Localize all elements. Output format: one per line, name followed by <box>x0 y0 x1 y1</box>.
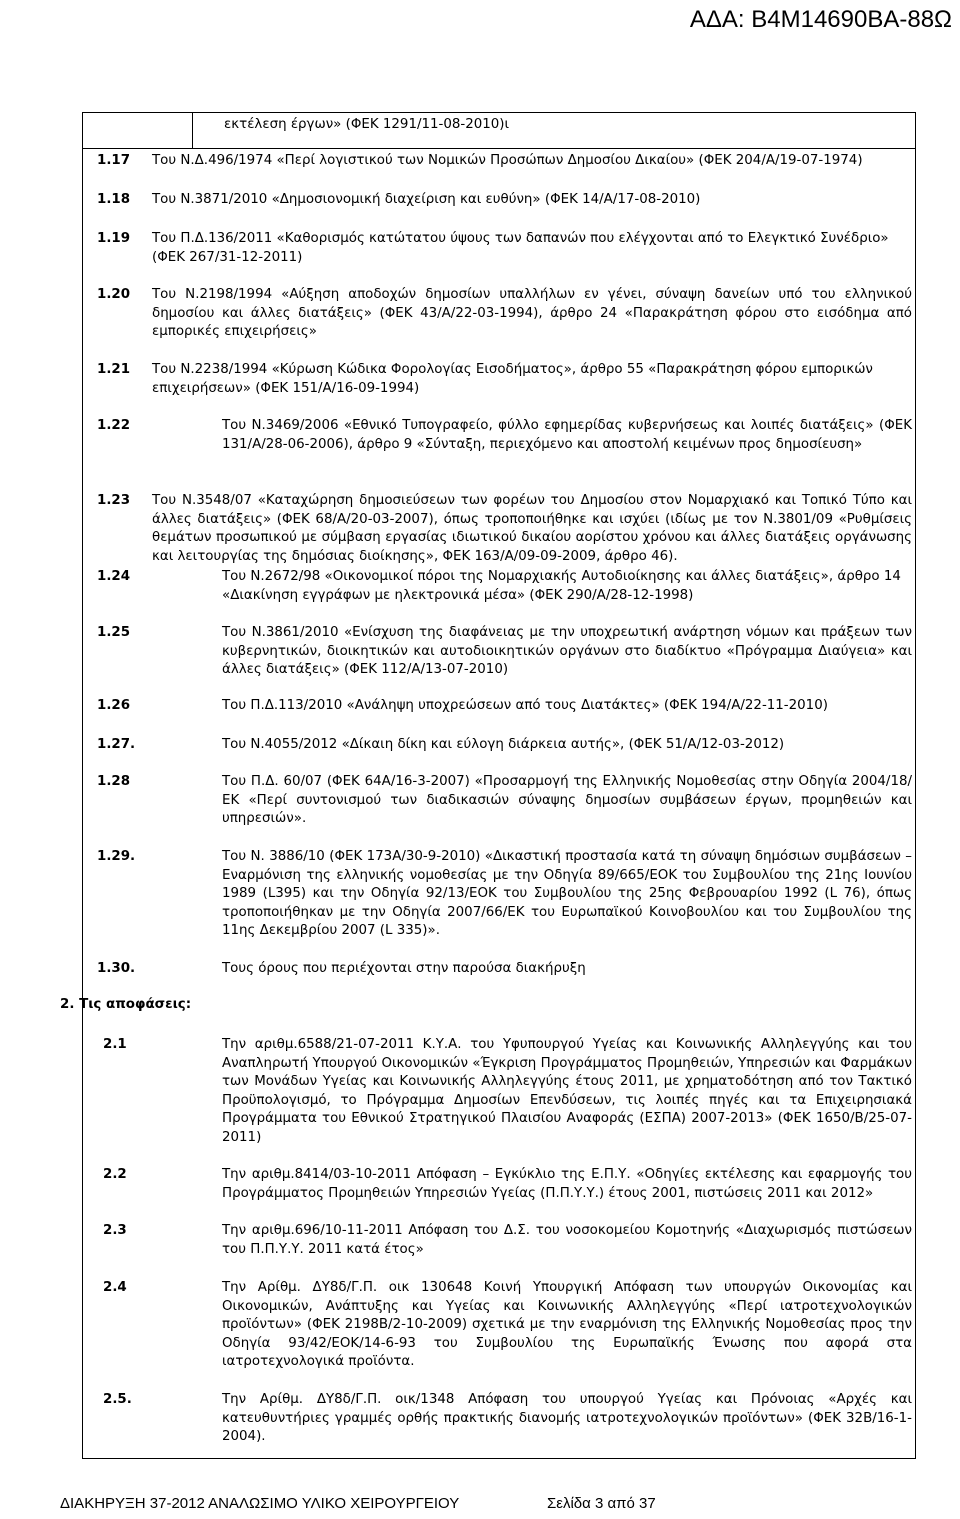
decision-reference-number: 2.3 <box>103 1223 127 1238</box>
decision-reference-text: Την Αρίθμ. ΔΥ8δ/Γ.Π. οικ 130648 Κοινή Υπουργική Απόφαση των υπουργών Οικονομίας και Οικονομικών, Ανάπτυξης και Υγείας και Κοινωνικής Αλληλεγγύης «Περί ιατροτεχνολογικών προϊόντων» (ΦΕΚ 2198Β/2-10-2009) σχετικά με την εναρμόνιση της Ελληνικής Νομοθεσίας προς την Οδηγία 93/42/ΕΟΚ/14-6-93 του Συμβουλίου της Ευρωπαϊκής Ένωσης που αφορά στα ιατροτεχνολογικά προϊόντα. <box>222 1280 912 1369</box>
law-reference-number: 1.30. <box>97 961 136 976</box>
law-reference-number: 1.19 <box>97 231 131 246</box>
law-reference-number: 1.29. <box>97 849 136 864</box>
law-reference-number: 1.25 <box>97 625 131 640</box>
law-reference-text: Του Ν.3548/07 «Καταχώρηση δημοσιεύσεων των φορέων του Δημοσίου στον Νομαρχιακό και Τοπικό Τύπο και άλλες διατάξεις» (ΦΕΚ 68/Α/20-03-2007), όπως τροποποιήθηκε και ισχύει (ιδίως με τον Ν.3801/09 «Ρυθμίσεις θεμάτων προσωπικού με σύμβαση εργασίας ιδιωτικού δικαίου αορίστου χρόνου και άλλες διατάξεις οργάνωσης και λειτουργίας της δημόσιας διοίκησης», ΦΕΚ 163/Α/09-09-2009, άρθρο 46). <box>152 493 912 564</box>
law-reference-text: Του Ν.Δ.496/1974 «Περί λογιστικού των Νομικών Προσώπων Δημοσίου Δικαίου» (ΦΕΚ 204/Α/19-07-1974) <box>152 153 863 168</box>
law-reference-number: 1.22 <box>97 418 131 433</box>
section-2-heading: 2. Τις αποφάσεις: <box>60 997 192 1012</box>
law-reference-number: 1.18 <box>97 192 131 207</box>
footer-title: ΔΙΑΚΗΡΥΞΗ 37-2012 ΑΝΑΛΩΣΙΜΟ ΥΛΙΚΟ ΧΕΙΡΟΥΡΓΕΙΟΥ <box>60 1495 460 1512</box>
law-reference-number: 1.23 <box>97 493 131 508</box>
footer-page-number: Σελίδα 3 από 37 <box>547 1495 656 1512</box>
decision-reference-number: 2.5. <box>103 1392 132 1407</box>
law-reference-text: Του Ν.2672/98 «Οικονομικοί πόροι της Νομαρχιακής Αυτοδιοίκησης και άλλες διατάξεις», άρθρο 14 «Διακίνηση εγγράφων με ηλεκτρονικά μέσα» (ΦΕΚ 290/Α/28-12-1998) <box>222 569 901 603</box>
law-reference-text: Του Ν.2238/1994 «Κύρωση Κώδικα Φορολογίας Εισοδήματος», άρθρο 55 «Παρακράτηση φόρου εμπορικών επιχειρήσεων» (ΦΕΚ 151/Α/16-09-1994) <box>152 362 873 396</box>
law-reference-text: Του Π.Δ.136/2011 «Καθορισμός κατώτατου ύψους των δαπανών που ελέγχονται από το Ελεγκτικό Συνέδριο» (ΦΕΚ 267/31-12-2011) <box>152 231 889 265</box>
law-reference-text: Του Ν.4055/2012 «Δίκαιη δίκη και εύλογη διάρκεια αυτής», (ΦΕΚ 51/Α/12-03-2012) <box>222 737 785 752</box>
law-reference-number: 1.27. <box>97 737 136 752</box>
law-reference-number: 1.28 <box>97 774 131 789</box>
law-reference-text: Του Π.Δ.113/2010 «Ανάληψη υποχρεώσεων από τους Διατάκτες» (ΦΕΚ 194/Α/22-11-2010) <box>222 698 828 713</box>
law-reference-text: Του Ν.3871/2010 «Δημοσιονομική διαχείριση και ευθύνη» (ΦΕΚ 14/Α/17-08-2010) <box>152 192 701 207</box>
law-reference-number: 1.26 <box>97 698 131 713</box>
decision-reference-number: 2.2 <box>103 1167 127 1182</box>
law-reference-number: 1.20 <box>97 287 131 302</box>
decision-reference-text: Την αριθμ.6588/21-07-2011 Κ.Υ.Α. του Υφυπουργού Υγείας και Κοινωνικής Αλληλεγγύης και του Αναπληρωτή Υπουργού Οικονομικών «Έγκριση Προγράμματος Προμηθειών, Υπηρεσιών και Φαρμάκων των Μονάδων Υγείας και Κοινωνικής Αλληλεγγύης έτους 2011, με χρηματοδότηση από τον Τακτικό Προϋπολογισμό, το Πρόγραμμα Δημοσίων Επενδύσεων, τις λοιπές πηγές και τα Επιχειρησιακά Προγράμματα του Εθνικού Στρατηγικού Πλαισίου Αναφοράς (ΕΣΠΑ) 2007-2013» (ΦΕΚ 1650/Β/25-07-2011) <box>222 1037 912 1145</box>
ada-code: ΑΔΑ: Β4Μ14690ΒΑ-88Ω <box>689 6 952 33</box>
decision-reference-number: 2.4 <box>103 1280 127 1295</box>
law-reference-number: 1.21 <box>97 362 131 377</box>
law-reference-number: 1.24 <box>97 569 131 584</box>
law-reference-text: Του Ν.3469/2006 «Εθνικό Τυπογραφείο, φύλλο εφημερίδας κυβερνήσεως και λοιπές διατάξεις» (ΦΕΚ 131/Α/28-06-2006), άρθρο 9 «Σύνταξη, περιεχόμενο και αποστολή κειμένων προς δημοσίευση» <box>222 418 912 452</box>
decision-reference-text: Την Αρίθμ. ΔΥ8δ/Γ.Π. οικ/1348 Απόφαση του υπουργού Υγείας και Πρόνοιας «Αρχές και κατευθυντήριες γραμμές ορθής πρακτικής διανομής ιατροτεχνολογικών προϊόντων» (ΦΕΚ 32Β/16-1-2004). <box>222 1392 912 1444</box>
law-reference-number: 1.17 <box>97 153 131 168</box>
law-reference-text: Του Ν. 3886/10 (ΦΕΚ 173Α/30-9-2010) «Δικαστική προστασία κατά τη σύναψη δημόσιων συμβάσεων – Εναρμόνιση της ελληνικής νομοθεσίας με την Οδηγία 89/665/ΕΟΚ του Συμβουλίου της 21ης Ιουνίου 1989 (L395) και την Οδηγία 92/13/ΕΟΚ του Συμβουλίου της 25ης Φεβρουαρίου 1992 (L 76), όπως τροποποιήθηκαν με την Οδηγία 2007/66/ΕΚ του Ευρωπαϊκού Κοινοβουλίου και του Συμβουλίου της 11ης Δεκεμβρίου 2007 (L 335)». <box>222 849 912 938</box>
law-reference-text: Του Π.Δ. 60/07 (ΦΕΚ 64Α/16-3-2007) «Προσαρμογή της Ελληνικής Νομοθεσίας στην Οδηγία 2004/18/ΕΚ «Περί συντονισμού των διαδικασιών σύναψης δημοσίων συμβάσεων έργων, προμηθειών και υπηρεσιών». <box>222 774 912 826</box>
law-reference-text: Του Ν.3861/2010 «Ενίσχυση της διαφάνειας με την υποχρεωτική ανάρτηση νόμων και πράξεων των κυβερνητικών, διοικητικών και αυτοδιοικητικών οργάνων στο διαδίκτυο «Πρόγραμμα Διαύγεια» και άλλες διατάξεις» (ΦΕΚ 112/Α/13-07-2010) <box>222 625 912 677</box>
decision-reference-text: Την αριθμ.696/10-11-2011 Απόφαση του Δ.Σ. του νοσοκομείου Κομοτηνής «Διαχωρισμός πιστώσεων του Π.Π.Υ.Υ. 2011 κατά έτος» <box>222 1223 912 1257</box>
table-divider <box>82 148 916 149</box>
decision-reference-text: Την αριθμ.8414/03-10-2011 Απόφαση – Εγκύκλιο της Ε.Π.Υ. «Οδηγίες εκτέλεσης και εφαρμογής του Προγράμματος Προμηθειών Υπηρεσιών Υγείας (Π.Π.Υ.Υ.) έτους 2001, πιστώσεις 2011 και 2012» <box>222 1167 912 1201</box>
law-reference-text: Τους όρους που περιέχονται στην παρούσα διακήρυξη <box>222 961 586 976</box>
table-divider <box>192 112 193 148</box>
law-reference-text: Του Ν.2198/1994 «Αύξηση αποδοχών δημοσίων υπαλλήλων εν γένει, σύναψη δανείων υπό του ελληνικού δημοσίου και άλλες διατάξεις» (ΦΕΚ 43/Α/22-03-1994), άρθρο 24 «Παρακράτηση φόρου στο εισόδημα από εμπορικές επιχειρήσεις» <box>152 287 912 339</box>
decision-reference-number: 2.1 <box>103 1037 127 1052</box>
